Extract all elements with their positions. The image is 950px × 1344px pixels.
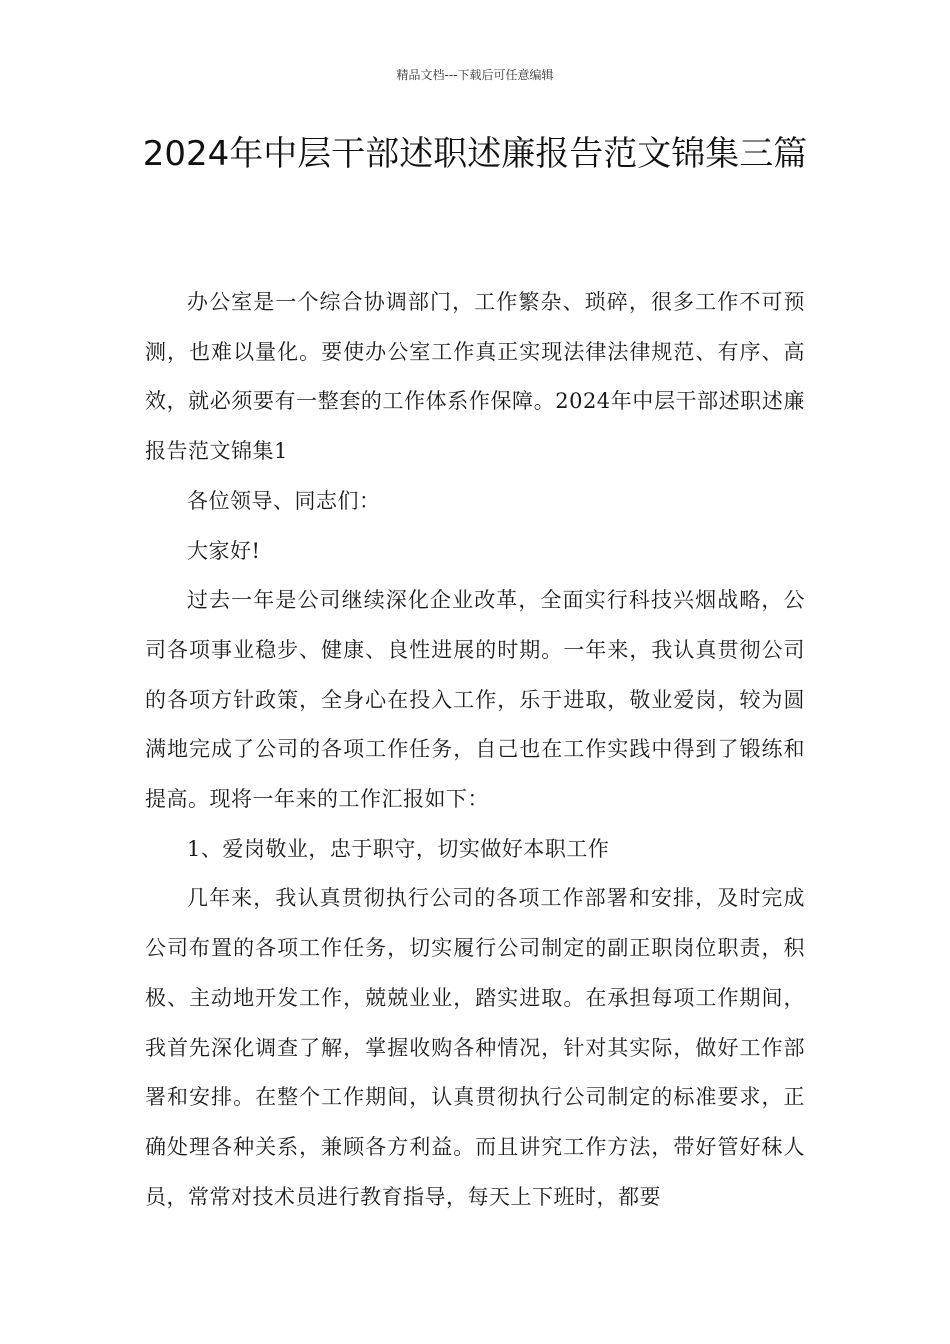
paragraph-details: 几年来，我认真贯彻执行公司的各项工作部署和安排，及时完成公司布置的各项工作任务，切实履行公司制定的副正职岗位职责，积极、主动地开发工作，兢兢业业，踏实进取。在承担每项工作期间，我首先深化调查了解，掌握收购各种情况，针对其实际，做好工作部署和安排。在整个工作期间，认真贯彻执行公司制定的标准要求，正确处理各种关系，兼顾各方利益。而且讲究工作方法，带好管好秣人员，常常对技术员进行教育指导，每天上下班时，都要 — [145, 886, 805, 1209]
header-note: 精品文档---下载后可任意编辑 — [396, 68, 554, 82]
paragraph-salutation: 各位领导、同志们： — [187, 488, 381, 513]
paragraph-summary: 过去一年是公司继续深化企业改革，全面实行科技兴烟战略，公司各项事业稳步、健康、良性进展的时期。一年来，我认真贯彻公司的各项方针政策，全身心在投入工作，乐于进取，敬业爱岗，较为圆满地完成了公司的各项工作任务，自己也在工作实践中得到了锻练和提高。现将一年来的工作汇报如下： — [145, 588, 805, 812]
document-body — [145, 278, 805, 1222]
document-title: 2024年中层干部述职述廉报告范文锦集三篇 — [142, 134, 808, 174]
paragraph-greeting: 大家好! — [187, 538, 261, 563]
paragraph-intro: 办公室是一个综合协调部门，工作繁杂、琐碎，很多工作不可预测，也难以量化。要使办公室工作真正实现法律法律规范、有序、高效，就必须要有一整套的工作体系作保障。2024年中层干部述职述廉报告范文锦集1 — [145, 290, 805, 464]
section-heading: 1、爱岗敬业，忠于职守，切实做好本职工作 — [187, 836, 610, 861]
